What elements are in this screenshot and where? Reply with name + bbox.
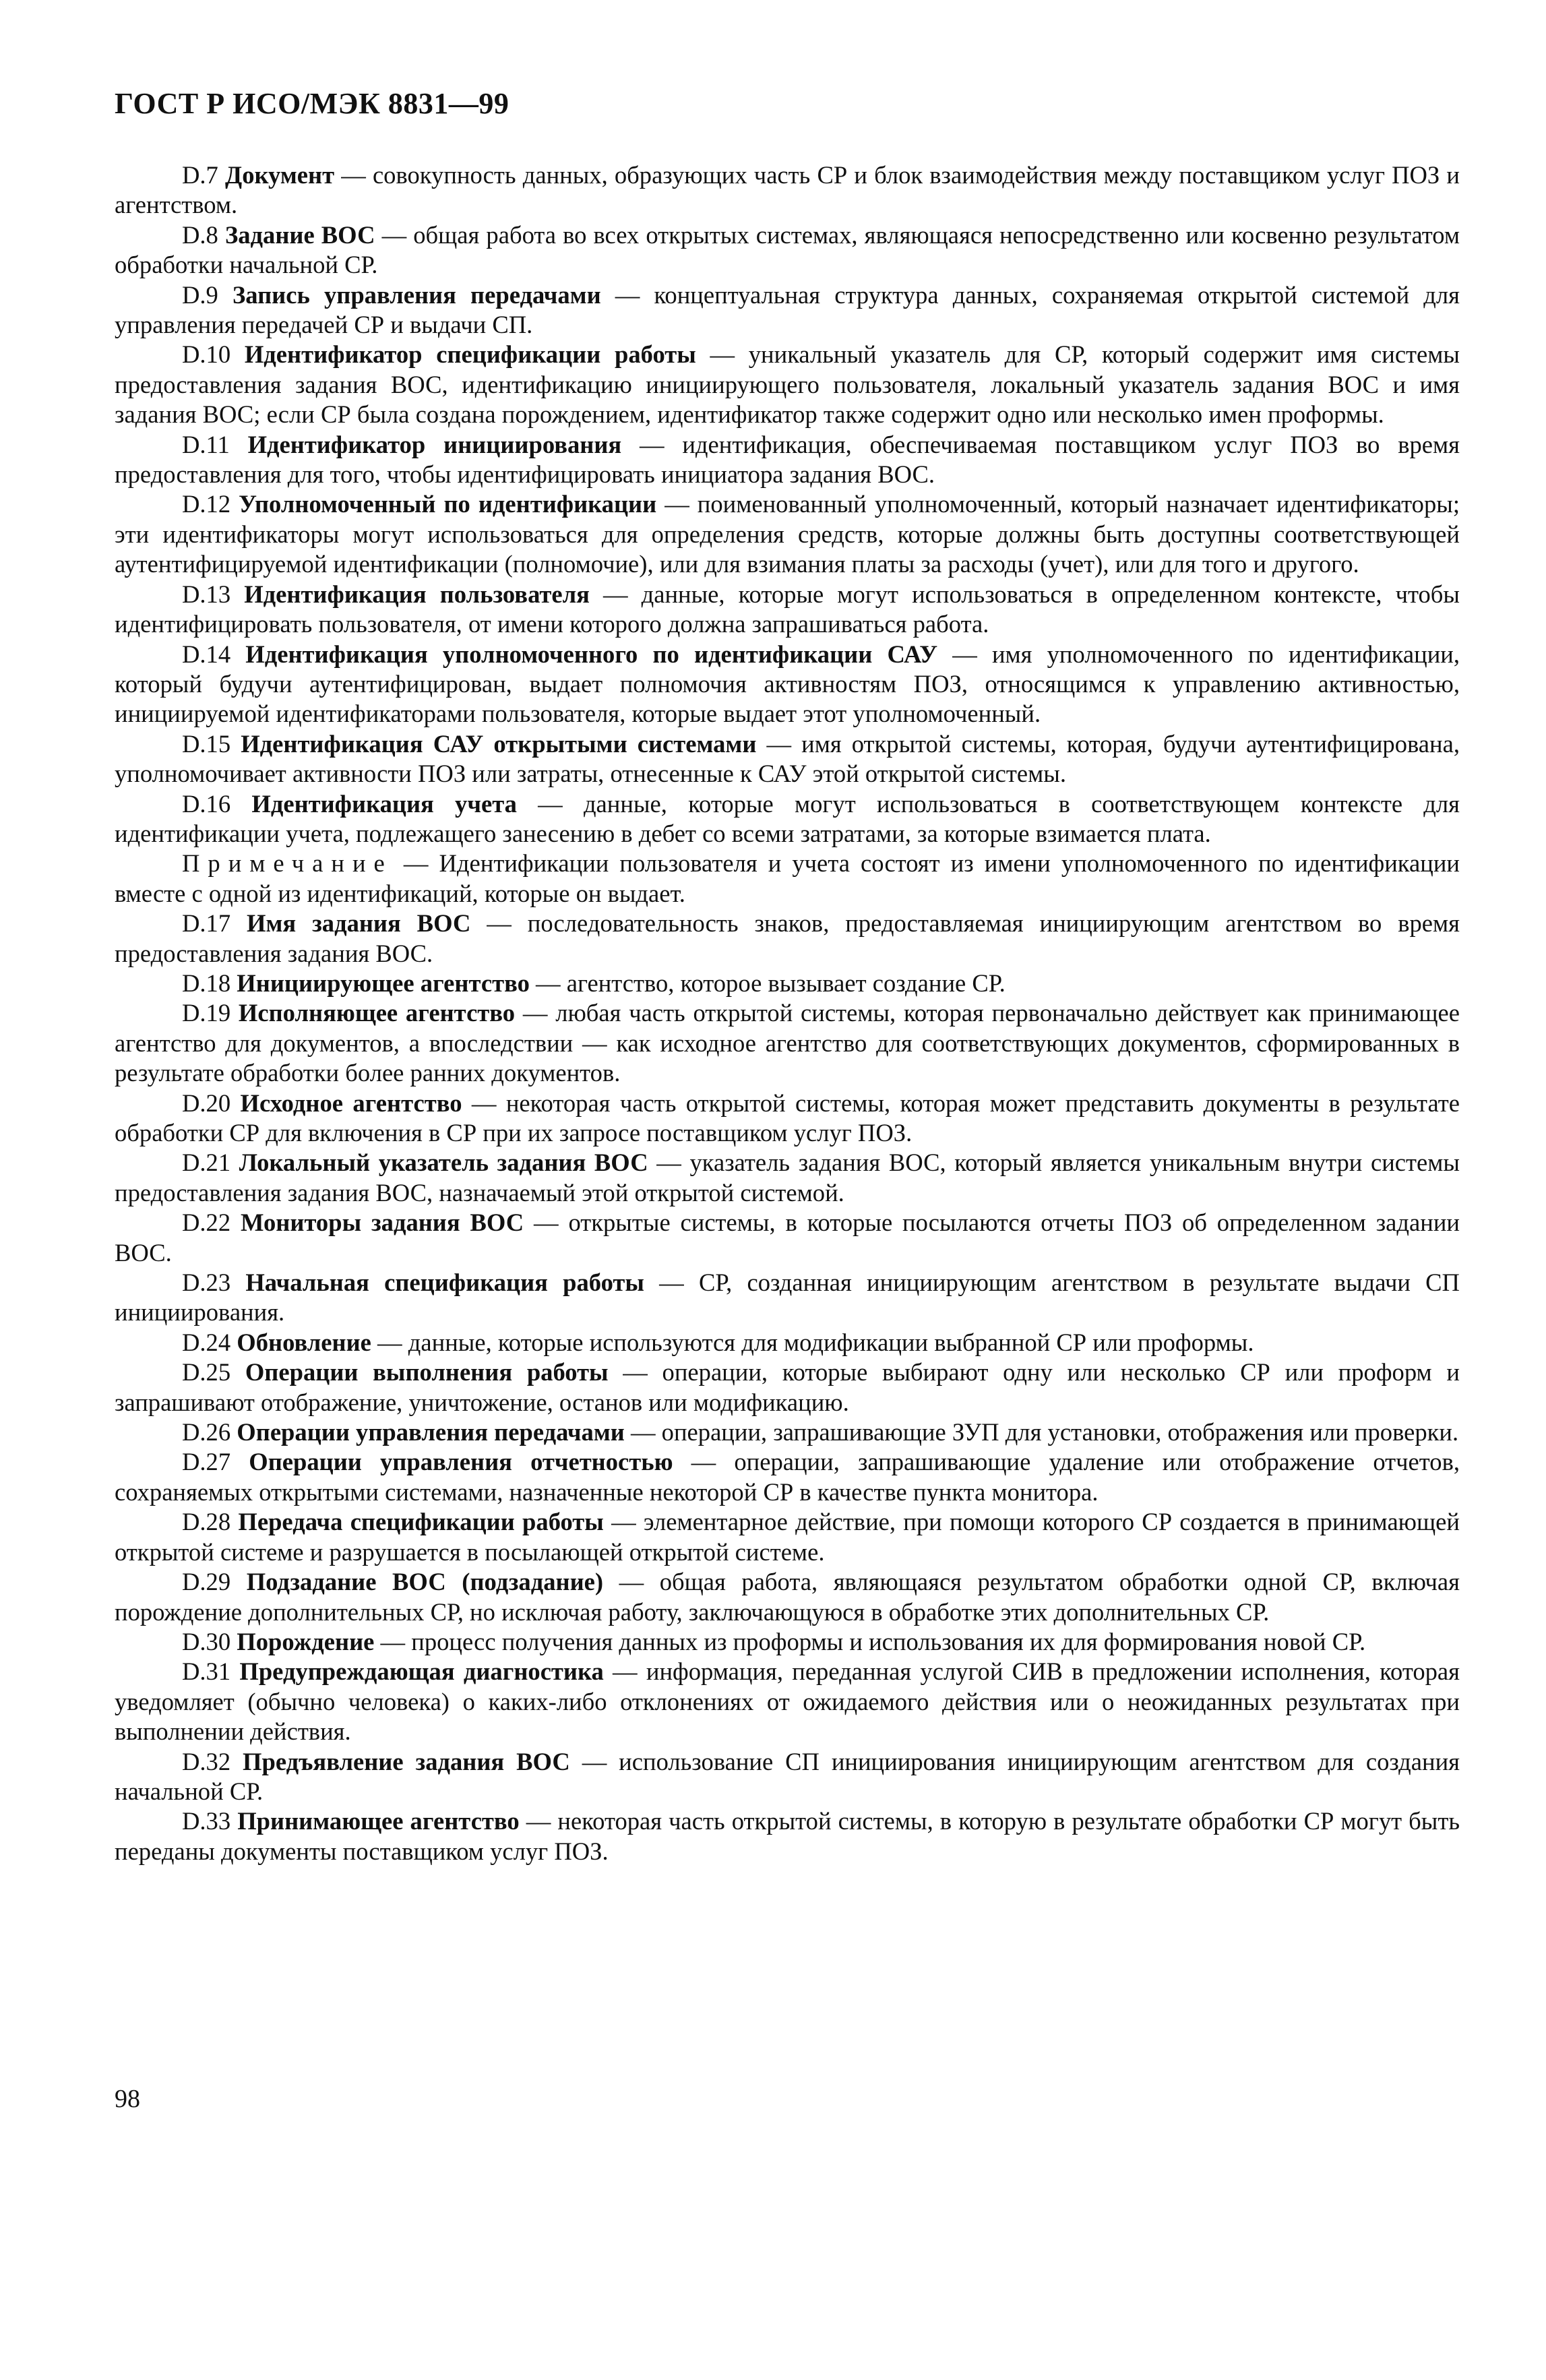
item-number: D.8	[182, 220, 218, 249]
definition-item	[115, 789, 1460, 849]
definition-item	[115, 1268, 1460, 1328]
item-number: D.21	[182, 1149, 231, 1177]
item-term: Порождение	[237, 1627, 375, 1655]
item-number: D.32	[182, 1747, 231, 1775]
item-number: D.13	[182, 580, 231, 608]
definition-item	[115, 1089, 1460, 1149]
item-term: Обновление	[237, 1328, 371, 1356]
definition-item	[115, 489, 1460, 579]
definition-item	[115, 580, 1460, 640]
item-number: D.19	[182, 999, 231, 1027]
item-text: — открытые системы, в которые посылаются отчеты ПОЗ об определенном задании ВОС.	[115, 1209, 1460, 1267]
item-text: — уникальный указатель для СР, который содержит имя системы предоставления задания ВОС, идентификацию инициирующего пользователя, локальный указатель задания ВОС и имя задания ВОС; если СР была создана порождением, идентификатор также содержит одно или несколько имен проформы.	[115, 340, 1460, 429]
item-number: D.11	[182, 430, 230, 458]
definition-item	[115, 640, 1460, 729]
item-term: Предупреждающая диагностика	[239, 1657, 604, 1686]
item-text: — имя открытой системы, которая, будучи аутентифицирована, уполномочивает активности ПОЗ или затраты, отнесенные к САУ этой открытой системы.	[115, 729, 1460, 788]
item-text: — указатель задания ВОС, который является уникальным внутри системы предоставления задания ВОС, назначаемый этой открытой системой.	[115, 1149, 1460, 1207]
item-text: — операции, запрашивающие удаление или отображение отчетов, сохраняемых открытыми системами, назначенные некоторой СР в качестве пункта монитора.	[115, 1448, 1460, 1506]
item-text: — общая работа во всех открытых системах, являющаяся непосредственно или косвенно результатом обработки начальной СР.	[115, 220, 1460, 279]
item-text: — любая часть открытой системы, которая первоначально действует как принимающее агентство для документов, а впоследствии — как исходное агентство для соответствующих документов, сформированных в результате обработки более ранних документов.	[115, 999, 1460, 1087]
item-term: Локальный указатель задания ВОС	[239, 1149, 648, 1177]
definition-item	[115, 1148, 1460, 1208]
item-term: Исполняющее агентство	[238, 999, 516, 1027]
item-term: Идентификация пользователя	[244, 580, 590, 608]
definition-item	[115, 1507, 1460, 1567]
definition-item	[115, 729, 1460, 789]
item-number: D.29	[182, 1568, 231, 1596]
item-number: D.7	[182, 161, 218, 189]
item-term: Запись управления передачами	[232, 280, 601, 309]
item-number: D.14	[182, 640, 231, 668]
item-text: — совокупность данных, образующих часть СР и блок взаимодействия между поставщиком услуг ПОЗ и агентством.	[115, 161, 1460, 219]
item-term: Инициирующее агентство	[237, 969, 530, 997]
definition-item	[115, 160, 1460, 220]
definition-item	[115, 1417, 1460, 1447]
item-term: Идентификация учета	[251, 789, 517, 818]
item-term: Операции выполнения работы	[245, 1358, 609, 1386]
item-number: D.23	[182, 1269, 231, 1297]
definition-item	[115, 1357, 1460, 1417]
item-term: Предъявление задания ВОС	[243, 1747, 570, 1775]
definition-item	[115, 1447, 1460, 1507]
definition-item	[115, 1208, 1460, 1268]
item-term: Мониторы задания ВОС	[240, 1209, 524, 1237]
item-term: Идентификатор инициирования	[247, 430, 622, 458]
item-text: — данные, которые используются для модификации выбранной СР или проформы.	[371, 1328, 1254, 1356]
item-term: Уполномоченный по идентификации	[239, 490, 657, 518]
item-text: — операции, запрашивающие ЗУП для установки, отображения или проверки.	[624, 1418, 1459, 1446]
item-text: — последовательность знаков, предоставляемая инициирующим агентством во время предоставления задания ВОС.	[115, 909, 1460, 967]
definition-item	[115, 1328, 1460, 1357]
definition-item	[115, 430, 1460, 490]
item-text: — данные, которые могут использоваться в соответствующем контексте для идентификации учета, подлежащего занесению в дебет со всеми затратами, за которые взимается плата.	[115, 789, 1460, 847]
item-number: D.30	[182, 1627, 231, 1655]
item-number: D.26	[182, 1418, 231, 1446]
item-number: D.33	[182, 1807, 231, 1835]
item-number: D.18	[182, 969, 231, 997]
item-text: — поименованный уполномоченный, который назначает идентификаторы; эти идентификаторы могут использоваться для определения средств, которые должны быть доступны соответствующей аутентифицируемой идентификации (полномочие), или для взимания платы за расходы (учет), или для того и другого.	[115, 490, 1460, 578]
item-text: — общая работа, являющаяся результатом обработки одной СР, включая порождение дополнительных СР, но исключая работу, заключающуюся в обработке этих дополнительных СР.	[115, 1568, 1460, 1626]
note-label: Примечание	[182, 849, 393, 878]
definition-item	[115, 280, 1460, 340]
item-number: D.17	[182, 909, 231, 938]
item-text: — операции, которые выбирают одну или несколько СР или проформ и запрашивают отображение, уничтожение, останов или модификацию.	[115, 1358, 1460, 1416]
definition-item	[115, 998, 1460, 1088]
item-term: Исходное агентство	[240, 1089, 462, 1117]
item-text: — некоторая часть открытой системы, которая может представить документы в результате обработки СР для включения в СР при их запросе поставщиком услуг ПОЗ.	[115, 1089, 1460, 1147]
item-number: D.27	[182, 1448, 231, 1476]
item-term: Начальная спецификация работы	[245, 1269, 644, 1297]
item-text: — имя уполномоченного по идентификации, который будучи аутентифицирован, выдает полномочия активностям ПОЗ, относящимся к управлению активностью, инициируемой идентификаторами пользователя, которые выдает этот уполномоченный.	[115, 640, 1460, 728]
item-text: — некоторая часть открытой системы, в которую в результате обработки СР могут быть переданы документы поставщиком услуг ПОЗ.	[115, 1807, 1460, 1865]
item-term: Идентификация уполномоченного по идентификации САУ	[245, 640, 938, 668]
item-number: D.28	[182, 1508, 231, 1536]
item-term: Имя задания ВОС	[247, 909, 471, 938]
definition-item	[115, 1747, 1460, 1807]
item-text: — элементарное действие, при помощи которого СР создается в принимающей открытой системе и разрушается в посылающей открытой системе.	[115, 1508, 1460, 1566]
document-body	[115, 160, 1460, 1866]
item-number: D.20	[182, 1089, 231, 1117]
definition-item	[115, 220, 1460, 280]
item-number: D.15	[182, 729, 231, 758]
item-term: Операции управления отчетностью	[249, 1448, 673, 1476]
definition-item	[115, 340, 1460, 429]
item-term: Передача спецификации работы	[238, 1508, 604, 1536]
item-text: — процесс получения данных из проформы и использования их для формирования новой СР.	[374, 1627, 1366, 1655]
item-number: D.25	[182, 1358, 231, 1386]
definition-item	[115, 1627, 1460, 1657]
item-number: D.24	[182, 1328, 231, 1356]
item-number: D.12	[182, 490, 231, 518]
definition-item	[115, 909, 1460, 969]
definition-item	[115, 1806, 1460, 1866]
item-term: Операции управления передачами	[237, 1418, 625, 1446]
item-text: — использование СП инициирования инициирующим агентством для создания начальной СР.	[115, 1747, 1460, 1805]
item-text: — СР, созданная инициирующим агентством в результате выдачи СП инициирования.	[115, 1269, 1460, 1326]
note	[115, 849, 1460, 909]
item-text: — идентификация, обеспечиваемая поставщиком услуг ПОЗ во время предоставления для того, чтобы идентифицировать инициатора задания ВОС.	[115, 430, 1460, 489]
item-term: Идентификатор спецификации работы	[244, 340, 696, 369]
item-term: Подзадание ВОС (подзадание)	[246, 1568, 604, 1596]
definition-item	[115, 1657, 1460, 1746]
note-text: — Идентификации пользователя и учета состоят из имени уполномоченного по идентификации вместе с одной из идентификаций, которые он выдает.	[115, 849, 1460, 907]
item-number: D.10	[182, 340, 231, 369]
item-text: — информация, переданная услугой СИВ в предложении исполнения, которая уведомляет (обычно человека) о каких-либо отклонениях от ожидаемого действия или о неожиданных результатах при выполнении действия.	[115, 1657, 1460, 1746]
item-number: D.31	[182, 1657, 231, 1686]
item-text: — агентство, которое вызывает создание СР.	[529, 969, 1006, 997]
item-number: D.22	[182, 1209, 231, 1237]
page-number: 98	[115, 2085, 140, 2113]
item-term: Принимающее агентство	[237, 1807, 520, 1835]
document-header: ГОСТ Р ИСО/МЭК 8831—99	[115, 87, 509, 120]
item-term: Задание ВОС	[224, 220, 375, 249]
item-number: D.16	[182, 789, 231, 818]
item-term: Документ	[225, 161, 335, 189]
definition-item	[115, 969, 1460, 998]
item-number: D.9	[182, 280, 218, 309]
definition-item	[115, 1567, 1460, 1627]
item-term: Идентификация САУ открытыми системами	[241, 729, 757, 758]
item-text: — данные, которые могут использоваться в определенном контексте, чтобы идентифицировать пользователя, от имени которого должна запрашиваться работа.	[115, 580, 1460, 638]
item-text: — концептуальная структура данных, сохраняемая открытой системой для управления передачей СР и выдачи СП.	[115, 280, 1460, 339]
